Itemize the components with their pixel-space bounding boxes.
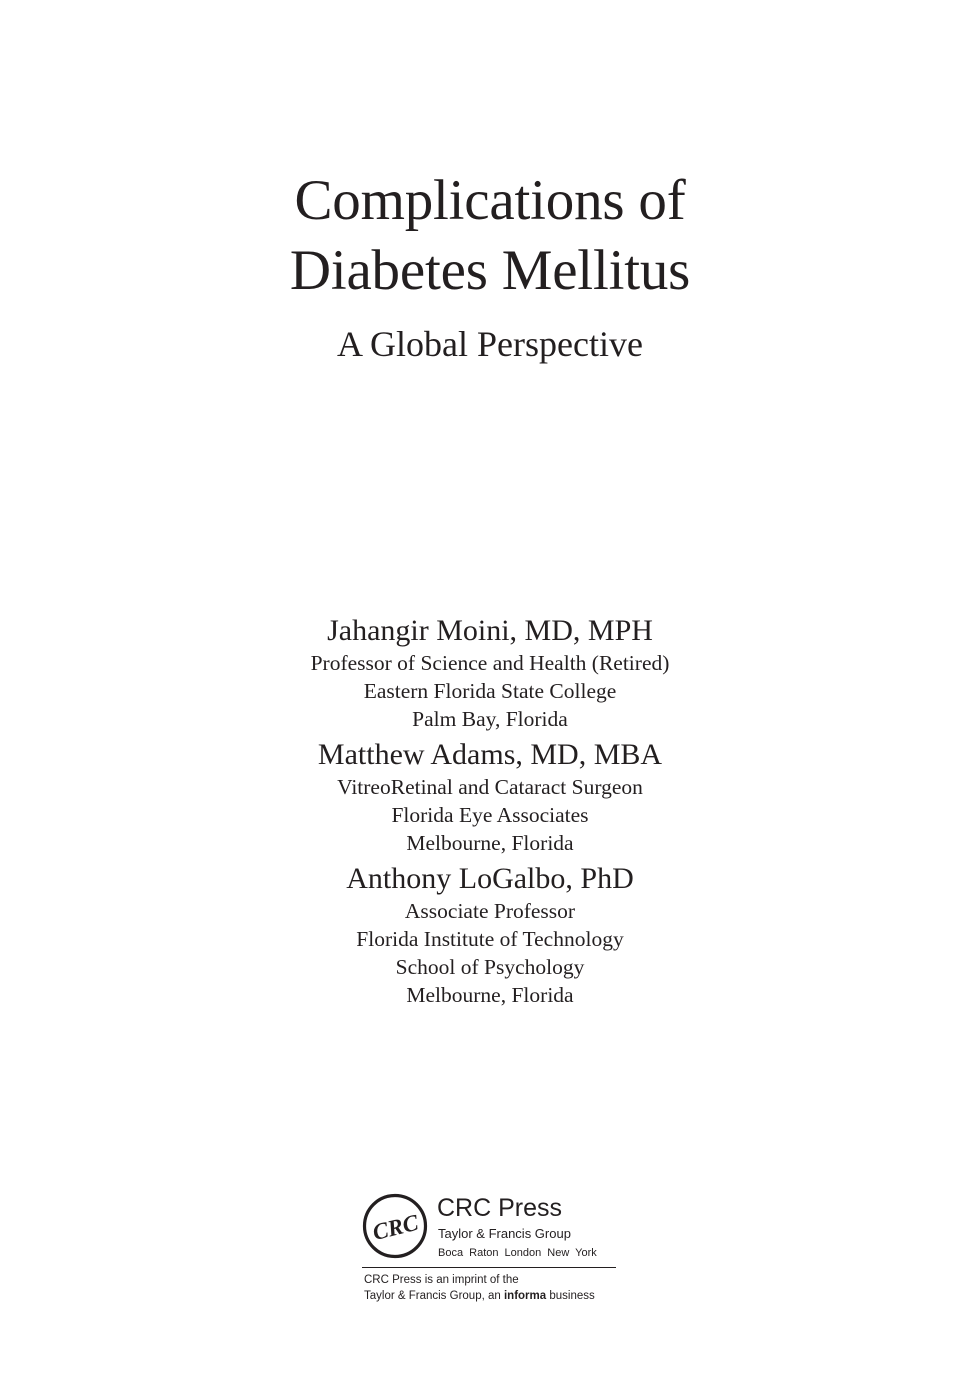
author-affiliation: Melbourne, Florida xyxy=(406,831,574,855)
author-name: Jahangir Moini, MD, MPH xyxy=(327,614,653,647)
author-block xyxy=(0,613,980,733)
title-line-1: Complications of xyxy=(294,169,686,232)
imprint-line-2 xyxy=(364,1288,595,1304)
author-affiliation: School of Psychology xyxy=(395,955,585,979)
author-affiliation: Florida Eye Associates xyxy=(391,803,589,827)
publisher-imprint xyxy=(362,1190,618,1302)
author-block xyxy=(0,737,980,857)
informa-brand: informa xyxy=(503,1290,547,1302)
author-affiliation: Associate Professor xyxy=(404,899,576,923)
author-list xyxy=(0,613,980,1013)
author-affiliation: Eastern Florida State College xyxy=(363,679,617,703)
author-name: Matthew Adams, MD, MBA xyxy=(317,738,663,771)
crc-press-logo xyxy=(362,1193,428,1259)
imprint-line-2-end: business xyxy=(546,1290,595,1302)
author-affiliation: Florida Institute of Technology xyxy=(356,927,624,951)
book-subtitle: A Global Perspective xyxy=(337,324,643,364)
author-affiliation: Melbourne, Florida xyxy=(406,983,574,1007)
book-title xyxy=(0,166,980,306)
author-affiliation: Palm Bay, Florida xyxy=(412,707,568,731)
imprint-line-1: CRC Press is an imprint of the xyxy=(364,1274,519,1286)
title-line-2: Diabetes Mellitus xyxy=(289,239,691,302)
publisher-group: Taylor & Francis Group xyxy=(438,1226,571,1241)
imprint-note xyxy=(364,1272,595,1304)
publisher-logo-row xyxy=(362,1190,618,1266)
publisher-name: CRC Press xyxy=(437,1194,563,1222)
publisher-divider xyxy=(362,1267,616,1268)
publisher-cities: Boca Raton London New York xyxy=(438,1247,597,1259)
imprint-line-2-start: Taylor & Francis Group, an xyxy=(364,1290,504,1302)
author-affiliation: VitreoRetinal and Cataract Surgeon xyxy=(337,775,643,799)
crc-logo-text: CRC xyxy=(370,1209,421,1246)
author-name: Anthony LoGalbo, PhD xyxy=(346,862,634,895)
author-affiliation: Professor of Science and Health (Retired) xyxy=(310,651,670,675)
author-block xyxy=(0,861,980,1009)
